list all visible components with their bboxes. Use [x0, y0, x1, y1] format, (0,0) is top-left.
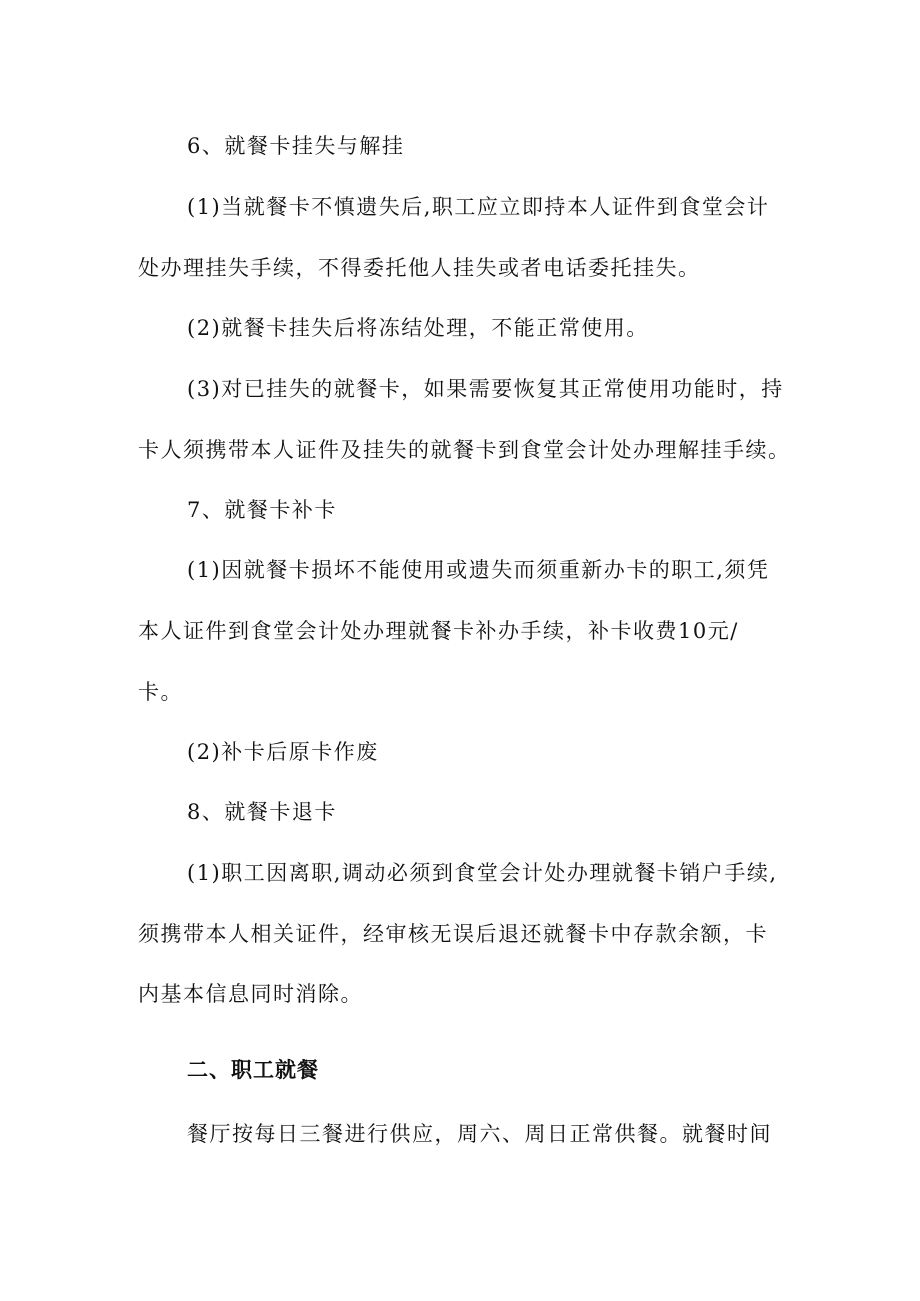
paragraph-line: (1)当就餐卡不慎遗失后,职工应立即持本人证件到食堂会计 — [187, 195, 770, 219]
paragraph-line: (2)就餐卡挂失后将冻结处理，不能正常使用。 — [187, 316, 649, 340]
paragraph-line: (1)职工因离职,调动必须到食堂会计处办理就餐卡销户手续, — [187, 861, 778, 885]
paragraph-line: 卡人须携带本人证件及挂失的就餐卡到食堂会计处办理解挂手续。 — [138, 438, 791, 462]
paragraph-line: 内基本信息同时消除。 — [138, 982, 363, 1006]
chapter-heading-staff-dining: 二、职工就餐 — [187, 1058, 319, 1082]
paragraph-line: 餐厅按每日三餐进行供应，周六、周日正常供餐。就餐时间 — [187, 1122, 772, 1146]
section-heading-card-return: 8、就餐卡退卡 — [187, 800, 337, 824]
paragraph-line: 处办理挂失手续，不得委托他人挂失或者电话委托挂失。 — [138, 256, 701, 280]
paragraph-line: 本人证件到食堂会计处办理就餐卡补办手续，补卡收费10元/ — [138, 619, 739, 643]
paragraph-line: (3)对已挂失的就餐卡，如果需要恢复其正常使用功能时，持 — [187, 377, 784, 401]
paragraph-line: 须携带本人相关证件，经审核无误后退还就餐卡中存款余额，卡 — [138, 922, 768, 946]
section-heading-replacement-card: 7、就餐卡补卡 — [187, 498, 337, 522]
section-heading-lost-card: 6、就餐卡挂失与解挂 — [187, 134, 405, 158]
paragraph-line: 卡。 — [138, 680, 183, 704]
paragraph-line: (1)因就餐卡损坏不能使用或遗失而须重新办卡的职工,须凭 — [187, 558, 770, 582]
paragraph-line: (2)补卡后原卡作废 — [187, 740, 379, 764]
